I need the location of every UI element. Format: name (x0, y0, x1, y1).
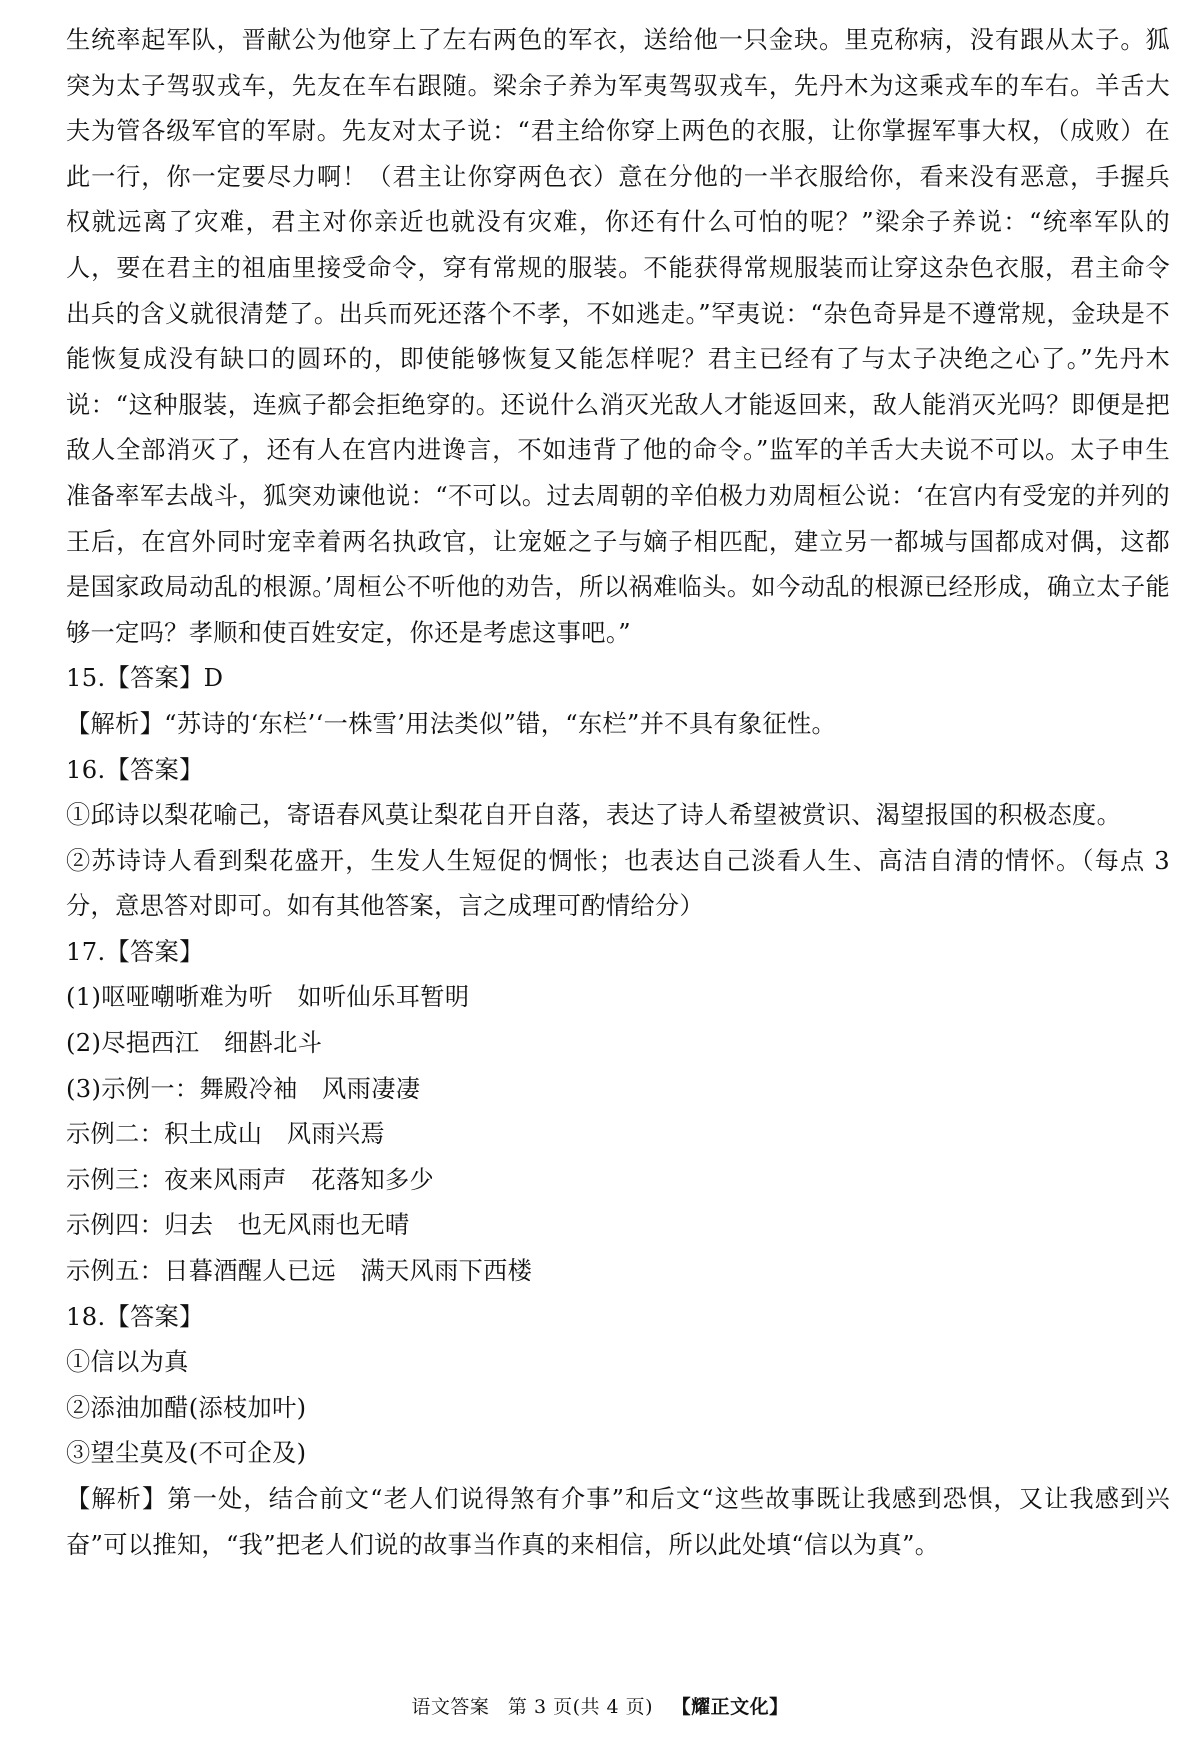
question-16-answer: 16.【答案】 (66, 755, 204, 784)
footer-subject: 语文答案 (411, 1696, 490, 1718)
question-17-line: (1)呕哑嘲哳难为听 如听仙乐耳暂明 (66, 983, 470, 1012)
question-16-point-1: ①邱诗以梨花喻己，寄语春风莫让梨花自开自落，表达了诗人希望被赏识、渴望报国的积极态度。 (66, 801, 1122, 830)
question-17-line: (3)示例一：舞殿冷袖 风雨凄凄 (66, 1074, 421, 1103)
question-17-answer: 17.【答案】 (66, 937, 204, 966)
question-17 (66, 930, 1170, 1295)
question-18-answer: 18.【答案】 (66, 1302, 204, 1331)
answer-content (66, 18, 1170, 1568)
question-17-line: 示例二：积土成山 风雨兴焉 (66, 1120, 385, 1149)
question-17-line: 示例四：归去 也无风雨也无晴 (66, 1211, 410, 1240)
question-18 (66, 1295, 1170, 1569)
footer-brand: 【耀正文化】 (671, 1696, 789, 1718)
question-15-answer: 15.【答案】D (66, 664, 224, 693)
question-18-line: ③望尘莫及(不可企及) (66, 1439, 307, 1468)
question-18-line: ②添油加醋(添枝加叶) (66, 1393, 307, 1422)
question-15-analysis: 【解析】“苏诗的‘东栏’‘一株雪’用法类似”错，“东栏”并不具有象征性。 (66, 709, 837, 738)
footer-page-number: 第 3 页(共 4 页) (507, 1696, 654, 1718)
question-17-line: (2)尽挹西江 细斟北斗 (66, 1029, 323, 1058)
question-16-point-2: ②苏诗诗人看到梨花盛开，生发人生短促的惆怅；也表达自己淡看人生、高洁自清的情怀。（每点 3 分，意思答对即可。如有其他答案，言之成理可酌情给分） (66, 846, 1170, 921)
question-15 (66, 656, 1170, 747)
question-17-line: 示例五：日暮酒醒人已远 满天风雨下西楼 (66, 1257, 533, 1286)
question-16 (66, 748, 1170, 930)
question-18-analysis: 【解析】第一处，结合前文“老人们说得煞有介事”和后文“这些故事既让我感到恐惧，又让我感到兴奋”可以推知，“我”把老人们说的故事当作真的来相信，所以此处填“信以为真”。 (66, 1485, 1170, 1559)
page-footer (0, 1693, 1200, 1721)
question-18-line: ①信以为真 (66, 1348, 189, 1377)
question-17-line: 示例三：夜来风雨声 花落知多少 (66, 1165, 435, 1194)
translation-passage: 生统率起军队，晋献公为他穿上了左右两色的军衣，送给他一只金玦。里克称病，没有跟从太子。狐突为太子驾驭戎车，先友在车右跟随。梁余子养为军夷驾驭戎车，先丹木为这乘戎车的车右。羊舌大夫为管各级军官的军尉。先友对太子说：“君主给你穿上两色的衣服，让你掌握军事大权，（成败）在此一行，你一定要尽力啊！（君主让你穿两色衣）意在分他的一半衣服给你，看来没有恶意，手握兵权就远离了灾难，君主对你亲近也就没有灾难，你还有什么可怕的呢？”梁余子养说：“统率军队的人，要在君主的祖庙里接受命令，穿有常规的服装。不能获得常规服装而让穿这杂色衣服，君主命令出兵的含义就很清楚了。出兵而死还落个不孝，不如逃走。”罕夷说：“杂色奇异是不遵常规，金玦是不能恢复成没有缺口的圆环的，即使能够恢复又能怎样呢？君主已经有了与太子决绝之心了。”先丹木说：“这种服装，连疯子都会拒绝穿的。还说什么消灭光敌人才能返回来，敌人能消灭光吗？即便是把敌人全部消灭了，还有人在宫内进谗言，不如违背了他的命令。”监军的羊舌大夫说不可以。太子申生准备率军去战斗，狐突劝谏他说：“不可以。过去周朝的辛伯极力劝周桓公说：‘在宫内有受宠的并列的王后，在宫外同时宠幸着两名执政官，让宠姬之子与嫡子相匹配，建立另一都城与国都成对偶，这都是国家政局动乱的根源。’周桓公不听他的劝告，所以祸难临头。如今动乱的根源已经形成，确立太子能够一定吗？孝顺和使百姓安定，你还是考虑这事吧。” (66, 26, 1170, 647)
